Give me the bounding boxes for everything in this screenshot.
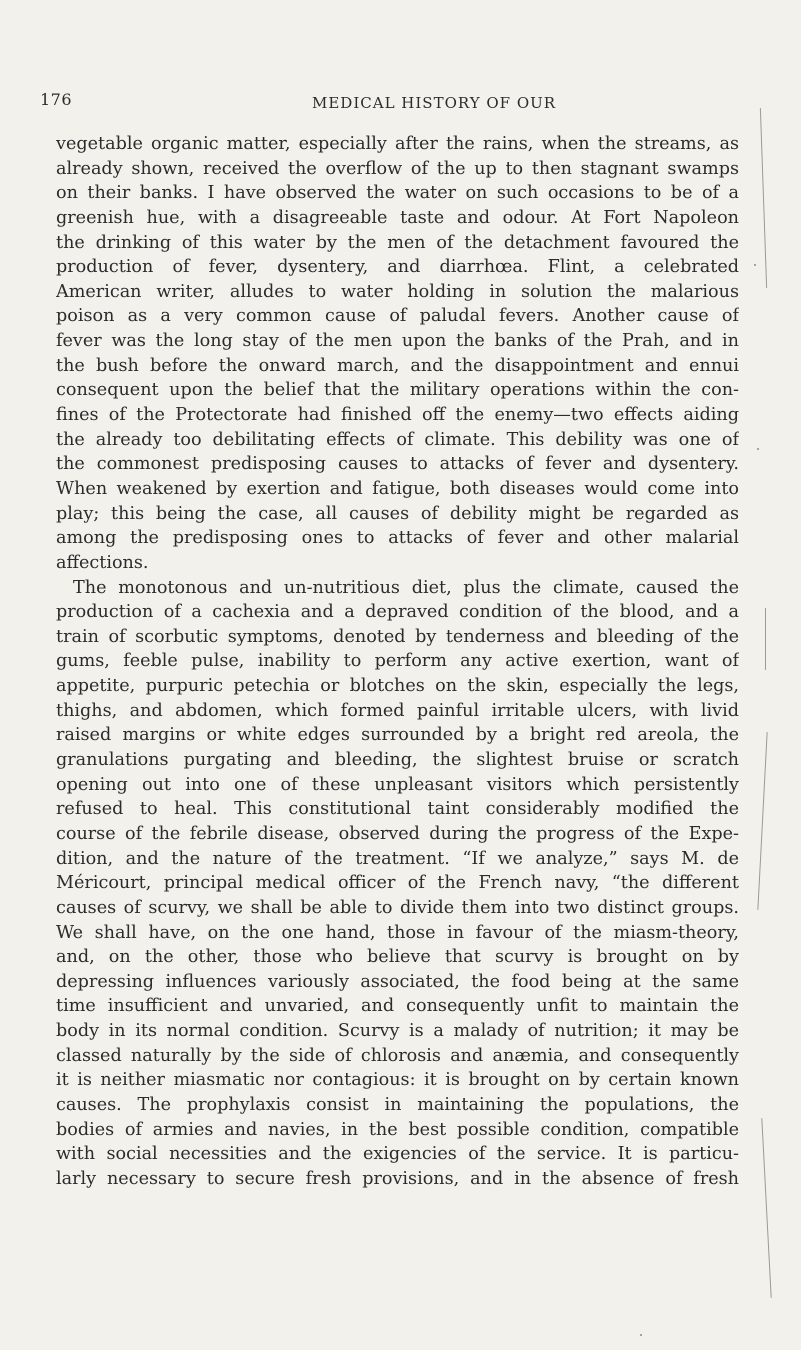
text-line: consequent upon the belief that the military operations within the con- — [56, 380, 739, 401]
paper-speck — [757, 448, 759, 450]
margin-pencil-mark — [760, 108, 767, 288]
text-line: train of scorbutic symptoms, denoted by tenderness and bleeding of the — [56, 626, 739, 647]
text-line: time insufficient and unvaried, and consequently unfit to maintain the — [56, 996, 739, 1017]
body-text — [56, 132, 739, 1192]
text-line: fever was the long stay of the men upon the banks of the Prah, and in — [56, 331, 739, 352]
paper-speck — [754, 264, 756, 266]
text-line: Méricourt, principal medical officer of the French navy, “the different — [56, 873, 739, 894]
text-line: raised margins or white edges surrounded by a bright red areola, the — [56, 725, 739, 746]
text-line: larly necessary to secure fresh provisions, and in the absence of fresh — [56, 1168, 739, 1189]
text-line: fines of the Protectorate had finished off the enemy—two effects aiding — [56, 405, 739, 426]
text-line: the already too debilitating effects of climate. This debility was one of — [56, 429, 739, 450]
margin-pencil-mark — [761, 1118, 771, 1298]
text-line: play; this being the case, all causes of debility might be regarded as — [56, 503, 739, 524]
text-line: the bush before the onward march, and the disappointment and ennui — [56, 355, 739, 376]
text-line: on their banks. I have observed the water on such occasions to be of a — [56, 183, 739, 204]
text-line: American writer, alludes to water holding in solution the malarious — [56, 281, 739, 302]
text-line: with social necessities and the exigencies of the service. It is particu- — [56, 1144, 739, 1165]
text-line: among the predisposing ones to attacks of fever and other malarial — [56, 528, 739, 549]
text-line: body in its normal condition. Scurvy is a malady of nutrition; it may be — [56, 1021, 739, 1042]
page-number: 176 — [40, 90, 73, 109]
text-line: refused to heal. This constitutional taint considerably modified the — [56, 799, 739, 820]
text-line: opening out into one of these unpleasant visitors which persistently — [56, 774, 739, 795]
text-line: affections. — [56, 552, 149, 573]
paper-speck — [640, 1334, 642, 1336]
text-line: gums, feeble pulse, inability to perform any active exertion, want of — [56, 651, 739, 672]
text-line: causes of scurvy, we shall be able to divide them into two distinct groups. — [56, 897, 739, 918]
text-line: appetite, purpuric petechia or blotches on the skin, especially the legs, — [56, 676, 739, 697]
text-line: already shown, received the overflow of the up to then stagnant swamps — [56, 158, 739, 179]
text-line: the commonest predisposing causes to attacks of fever and dysentery. — [56, 454, 739, 475]
text-line: greenish hue, with a disagreeable taste and odour. At Fort Napoleon — [56, 207, 739, 228]
running-head: MEDICAL HISTORY OF OUR — [312, 94, 557, 112]
text-line: classed naturally by the side of chlorosis and anæmia, and consequently — [56, 1045, 739, 1066]
text-line: When weakened by exertion and fatigue, both diseases would come into — [56, 478, 739, 499]
text-line: thighs, and abdomen, which formed painful irritable ulcers, with livid — [56, 700, 739, 721]
margin-pencil-mark — [765, 608, 766, 670]
text-line: poison as a very common cause of paludal fevers. Another cause of — [56, 306, 739, 327]
text-line: causes. The prophylaxis consist in maintaining the populations, the — [56, 1094, 739, 1115]
margin-pencil-mark — [757, 732, 767, 910]
text-line: bodies of armies and navies, in the best possible condition, compatible — [56, 1119, 739, 1140]
text-line: and, on the other, those who believe that scurvy is brought on by — [56, 947, 739, 968]
text-line: production of fever, dysentery, and diarrhœa. Flint, a celebrated — [56, 257, 739, 278]
text-line: dition, and the nature of the treatment. “If we analyze,” says M. de — [56, 848, 739, 869]
text-line: depressing influences variously associated, the food being at the same — [56, 971, 739, 992]
text-line: We shall have, on the one hand, those in favour of the miasm-theory, — [56, 922, 739, 943]
text-line: course of the febrile disease, observed during the progress of the Expe- — [56, 823, 739, 844]
text-line: it is neither miasmatic nor contagious: it is brought on by certain known — [56, 1070, 739, 1091]
text-line: production of a cachexia and a depraved condition of the blood, and a — [56, 602, 739, 623]
text-line: The monotonous and un-nutritious diet, plus the climate, caused the — [73, 577, 739, 598]
text-line: granulations purgating and bleeding, the slightest bruise or scratch — [56, 750, 739, 771]
text-line: vegetable organic matter, especially after the rains, when the streams, as — [56, 134, 739, 154]
text-line: the drinking of this water by the men of the detachment favoured the — [56, 232, 739, 253]
